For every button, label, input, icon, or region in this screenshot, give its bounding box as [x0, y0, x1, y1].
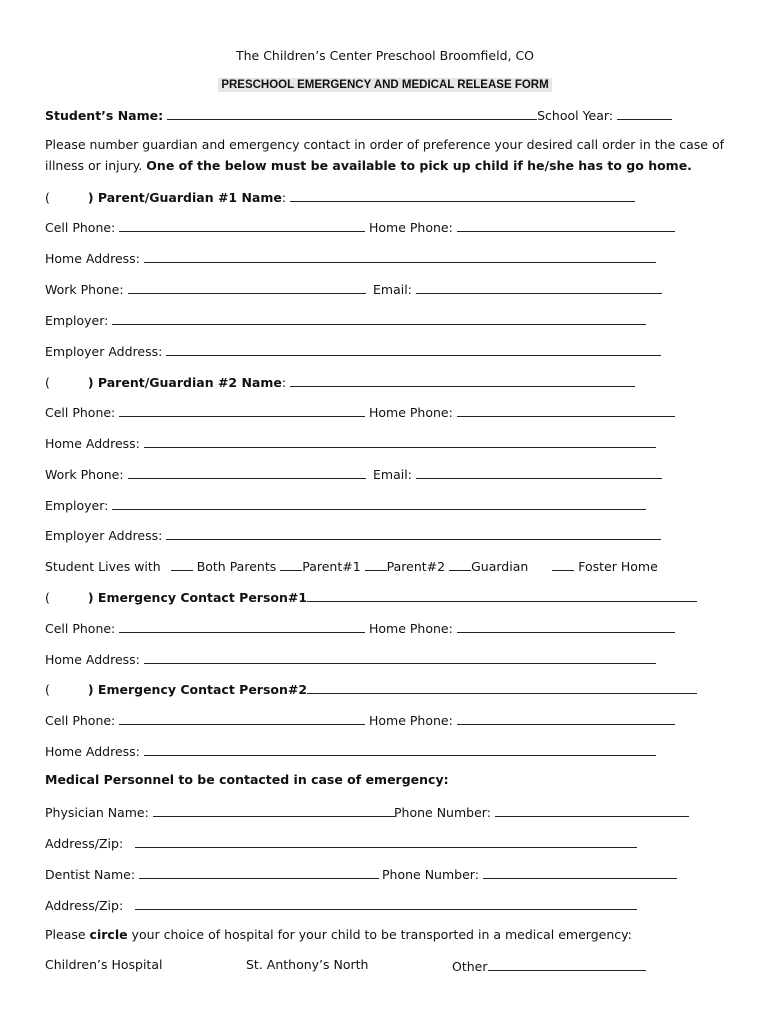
hospital-prompt: [45, 927, 632, 942]
emergency1-order-paren: (: [45, 590, 50, 605]
physician-address-row: [45, 834, 637, 851]
emergency1-address-row: [45, 650, 656, 667]
guardian2-order-field[interactable]: [54, 373, 84, 387]
dentist-address-label: Address/Zip:: [45, 898, 124, 913]
guardian2-employer-field[interactable]: [112, 496, 646, 510]
guardian1-work-label: Work Phone:: [45, 282, 124, 297]
school-year-field[interactable]: [617, 106, 672, 120]
guardian1-work-field[interactable]: [128, 280, 366, 294]
guardian2-row: [45, 373, 635, 390]
hospital-prompt-start: Please: [45, 927, 90, 942]
dentist-row: [45, 865, 379, 882]
emergency2-address-field[interactable]: [144, 742, 656, 756]
physician-phone-label: Phone Number:: [394, 805, 491, 820]
guardian1-employer-label: Employer:: [45, 313, 109, 328]
guardian2-home-phone-row: [369, 403, 675, 420]
guardian1-cell-field[interactable]: [119, 218, 365, 232]
lives-with-parent1-field[interactable]: [280, 557, 302, 571]
emergency1-address-label: Home Address:: [45, 652, 140, 667]
emergency2-order-field[interactable]: [54, 680, 84, 694]
emergency2-name-field[interactable]: [307, 680, 697, 694]
instructions-bold: One of the below must be available to pick up child if he/she has to go home.: [146, 158, 692, 173]
hospital-option-childrens[interactable]: Children’s Hospital: [45, 957, 163, 972]
emergency1-home-phone-field[interactable]: [457, 619, 675, 633]
emergency2-cell-label: Cell Phone:: [45, 713, 116, 728]
hospital-option-other[interactable]: Other: [452, 959, 488, 974]
emergency2-home-phone-row: [369, 711, 675, 728]
dentist-label: Dentist Name:: [45, 867, 136, 882]
physician-address-field[interactable]: [135, 834, 637, 848]
dentist-address-row: [45, 896, 637, 913]
hospital-option-st-anthony[interactable]: St. Anthony’s North: [246, 957, 369, 972]
emergency2-address-label: Home Address:: [45, 744, 140, 759]
lives-with-row: [45, 557, 658, 574]
guardian1-employer-address-field[interactable]: [166, 342, 661, 356]
guardian1-order-field[interactable]: [54, 188, 84, 202]
guardian1-cell-row: [45, 218, 365, 235]
physician-phone-field[interactable]: [495, 803, 689, 817]
guardian1-colon: :: [281, 190, 287, 205]
student-row: [45, 106, 672, 123]
emergency1-address-field[interactable]: [144, 650, 656, 664]
guardian1-cell-label: Cell Phone:: [45, 220, 116, 235]
guardian1-employer-address-row: [45, 342, 661, 359]
hospital-option-other-row: [452, 957, 646, 974]
guardian1-row: [45, 188, 635, 205]
emergency1-name-field[interactable]: [307, 588, 697, 602]
physician-phone-row: [394, 803, 689, 820]
physician-field[interactable]: [153, 803, 395, 817]
guardian1-employer-field[interactable]: [112, 311, 646, 325]
emergency2-order-paren: (: [45, 682, 50, 697]
emergency1-home-phone-label: Home Phone:: [369, 621, 453, 636]
emergency1-cell-row: [45, 619, 365, 636]
lives-with-option: Both Parents: [196, 559, 277, 574]
guardian2-address-row: [45, 434, 656, 451]
guardian2-email-label: Email:: [373, 467, 412, 482]
emergency1-label: ) Emergency Contact Person#1: [87, 590, 308, 605]
lives-with-guardian-field[interactable]: [449, 557, 471, 571]
guardian1-address-label: Home Address:: [45, 251, 140, 266]
guardian2-name-field[interactable]: [290, 373, 635, 387]
guardian1-home-phone-field[interactable]: [457, 218, 675, 232]
guardian1-order-paren: (: [45, 190, 50, 205]
form-title: PRESCHOOL EMERGENCY AND MEDICAL RELEASE FORM: [218, 78, 551, 92]
guardian2-label: ) Parent/Guardian #2 Name: [87, 375, 282, 390]
instructions: [45, 134, 725, 176]
school-year-label: School Year:: [537, 108, 614, 123]
guardian1-home-phone-row: [369, 218, 675, 235]
hospital-prompt-bold: circle: [89, 927, 128, 942]
emergency2-home-phone-label: Home Phone:: [369, 713, 453, 728]
dentist-phone-field[interactable]: [483, 865, 677, 879]
lives-with-option: Guardian: [471, 559, 529, 574]
lives-with-foster-field[interactable]: [552, 557, 574, 571]
hospital-other-field[interactable]: [488, 957, 646, 971]
dentist-field[interactable]: [139, 865, 379, 879]
lives-with-both-field[interactable]: [171, 557, 193, 571]
guardian2-cell-row: [45, 403, 365, 420]
emergency1-row: [45, 588, 697, 605]
dentist-phone-row: [382, 865, 677, 882]
guardian2-employer-address-row: [45, 526, 661, 543]
emergency2-home-phone-field[interactable]: [457, 711, 675, 725]
emergency2-address-row: [45, 742, 656, 759]
guardian2-email-field[interactable]: [416, 465, 662, 479]
guardian2-cell-label: Cell Phone:: [45, 405, 116, 420]
guardian2-home-phone-label: Home Phone:: [369, 405, 453, 420]
guardian2-email-row: [373, 465, 662, 482]
medical-heading: Medical Personnel to be contacted in case of emergency:: [45, 772, 449, 787]
dentist-phone-label: Phone Number:: [382, 867, 479, 882]
emergency1-cell-label: Cell Phone:: [45, 621, 116, 636]
student-name-field[interactable]: [167, 106, 537, 120]
lives-with-label: Student Lives with: [45, 559, 161, 574]
guardian1-employer-row: [45, 311, 646, 328]
guardian1-name-field[interactable]: [290, 188, 635, 202]
instructions-text: Please number guardian and emergency contact in order of preference your desired call order in the case of illness or injury.: [45, 137, 725, 173]
form-title-row: [0, 76, 770, 91]
guardian2-address-field[interactable]: [144, 434, 656, 448]
guardian1-email-row: [373, 280, 662, 297]
school-header: The Children’s Center Preschool Broomfield, CO: [235, 48, 535, 63]
guardian2-colon: :: [281, 375, 287, 390]
lives-with-parent2-field[interactable]: [365, 557, 387, 571]
guardian2-address-label: Home Address:: [45, 436, 140, 451]
emergency2-label: ) Emergency Contact Person#2: [87, 682, 308, 697]
guardian2-work-label: Work Phone:: [45, 467, 124, 482]
guardian2-employer-label: Employer:: [45, 498, 109, 513]
guardian2-cell-field[interactable]: [119, 403, 365, 417]
hospital-prompt-end: your choice of hospital for your child to be transported in a medical emergency:: [127, 927, 632, 942]
guardian1-employer-address-label: Employer Address:: [45, 344, 163, 359]
physician-row: [45, 803, 395, 820]
guardian2-home-phone-field[interactable]: [457, 403, 675, 417]
emergency1-home-phone-row: [369, 619, 675, 636]
emergency2-cell-row: [45, 711, 365, 728]
physician-label: Physician Name:: [45, 805, 149, 820]
guardian1-address-row: [45, 249, 656, 266]
guardian2-employer-address-field[interactable]: [166, 526, 661, 540]
dentist-address-field[interactable]: [135, 896, 637, 910]
guardian2-work-row: [45, 465, 366, 482]
lives-with-option: Parent#2: [386, 559, 446, 574]
guardian1-work-row: [45, 280, 366, 297]
guardian1-email-field[interactable]: [416, 280, 662, 294]
emergency1-order-field[interactable]: [54, 588, 84, 602]
emergency2-cell-field[interactable]: [119, 711, 365, 725]
emergency2-row: [45, 680, 697, 697]
guardian2-employer-address-label: Employer Address:: [45, 528, 163, 543]
lives-with-option: Foster Home: [578, 559, 658, 574]
guardian1-home-phone-label: Home Phone:: [369, 220, 453, 235]
guardian2-order-paren: (: [45, 375, 50, 390]
guardian1-label: ) Parent/Guardian #1 Name: [87, 190, 282, 205]
student-name-label: Student’s Name:: [45, 108, 164, 123]
physician-address-label: Address/Zip:: [45, 836, 124, 851]
guardian1-email-label: Email:: [373, 282, 412, 297]
guardian2-employer-row: [45, 496, 646, 513]
lives-with-option: Parent#1: [302, 559, 361, 574]
emergency1-cell-field[interactable]: [119, 619, 365, 633]
guardian1-address-field[interactable]: [144, 249, 656, 263]
guardian2-work-field[interactable]: [128, 465, 366, 479]
